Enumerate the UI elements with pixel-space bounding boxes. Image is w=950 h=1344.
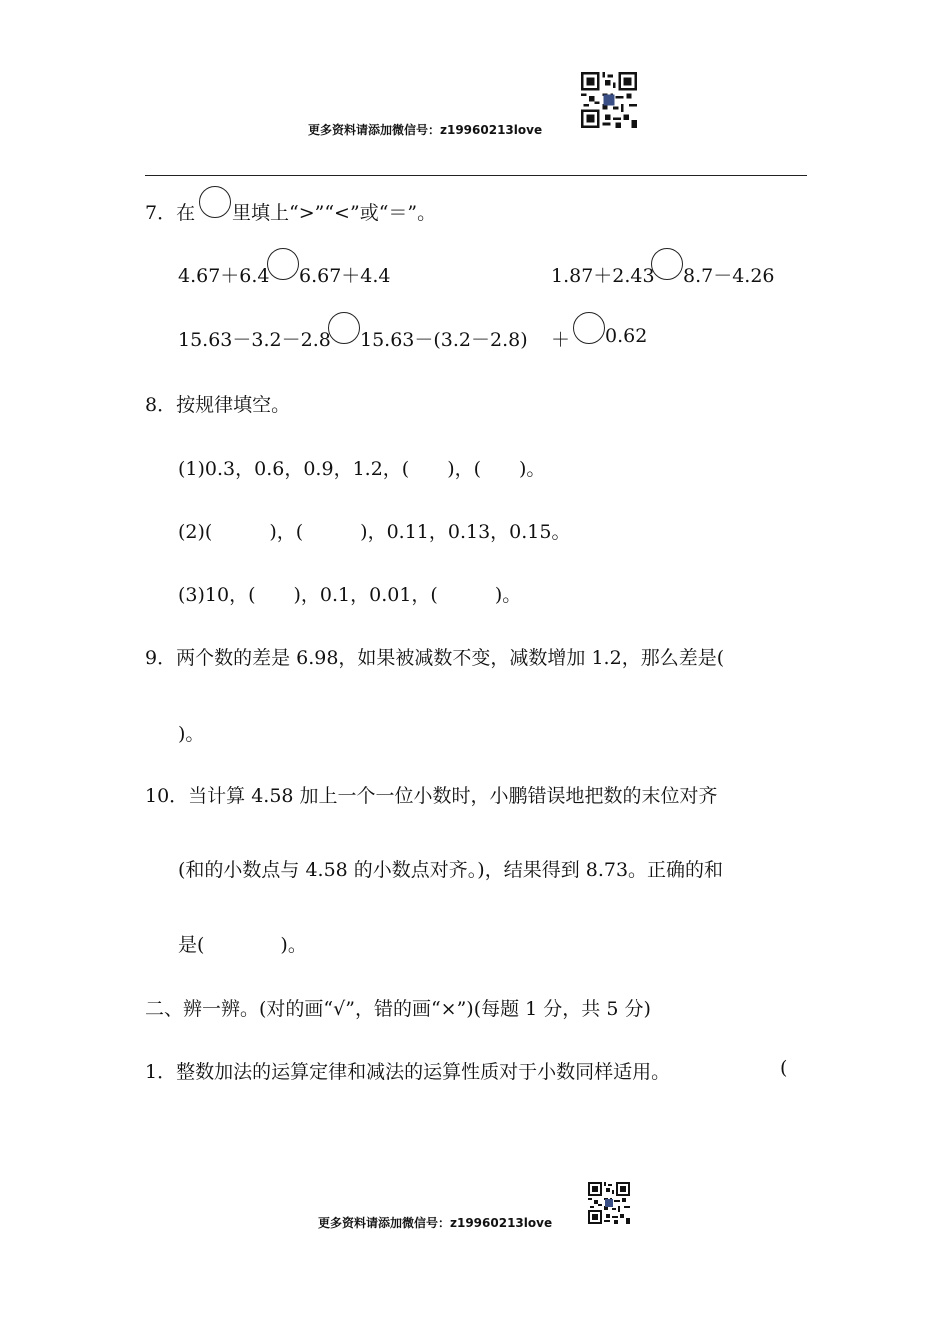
q8-item-2: (2)( )，( )，0.11，0.13，0.15。 — [178, 521, 571, 543]
q8-item-1: (1)0.3，0.6，0.9，1.2，( )，( )。 — [178, 458, 546, 480]
q7-row2-right-b: 0.62 — [605, 325, 648, 347]
qr-code-icon — [581, 72, 637, 128]
q8-prompt: 8．按规律填空。 — [145, 394, 291, 416]
footer-contact: 更多资料请添加微信号：z19960213love — [318, 1216, 553, 1230]
qr-code-icon — [588, 1182, 630, 1224]
q7-row1-right-b: 8.7－4.26 — [683, 265, 775, 287]
q7-row2-left-b: 15.63－(3.2－2.8) — [360, 329, 528, 351]
q7-row1-left-b: 6.67＋4.4 — [299, 265, 391, 287]
q10-line-3: 是( )。 — [178, 934, 307, 956]
q9-line-1: 9．两个数的差是 6.98，如果被减数不变，减数增加 1.2，那么差是( — [145, 647, 725, 669]
q8-item-3: (3)10，( )，0.1，0.01，( )。 — [178, 584, 522, 606]
header-contact: 更多资料请添加微信号：z19960213love — [308, 123, 543, 137]
answer-circle[interactable] — [199, 186, 231, 218]
q10-line-2: (和的小数点与 4.58 的小数点对齐。)，结果得到 8.73。正确的和 — [178, 859, 724, 881]
q9-line-2: )。 — [178, 723, 205, 745]
answer-circle[interactable] — [267, 248, 299, 280]
header-divider — [145, 175, 807, 176]
section2-item-1: 1．整数加法的运算定律和减法的运算性质对于小数同样适用。 — [145, 1061, 671, 1083]
q7-row2-left-a: 15.63－3.2－2.8 — [178, 329, 331, 351]
answer-bracket[interactable]: ( — [780, 1057, 788, 1079]
answer-circle[interactable] — [328, 312, 360, 344]
answer-circle[interactable] — [651, 248, 683, 280]
q7-prompt-suffix: 里填上“>”“<”或“＝”。 — [232, 202, 437, 224]
q10-line-1: 10．当计算 4.58 加上一个一位小数时，小鹏错误地把数的末位对齐 — [145, 785, 718, 807]
q7-row1-left-a: 4.67＋6.4 — [178, 265, 270, 287]
section2-heading: 二、辨一辨。(对的画“√”，错的画“×”)(每题 1 分，共 5 分) — [145, 998, 651, 1020]
q7-row1-right-a: 1.87＋2.43 — [551, 265, 655, 287]
q7-row2-right-a: ＋ — [551, 329, 571, 351]
answer-circle[interactable] — [573, 312, 605, 344]
q7-prompt-prefix: 7．在 — [145, 202, 196, 224]
